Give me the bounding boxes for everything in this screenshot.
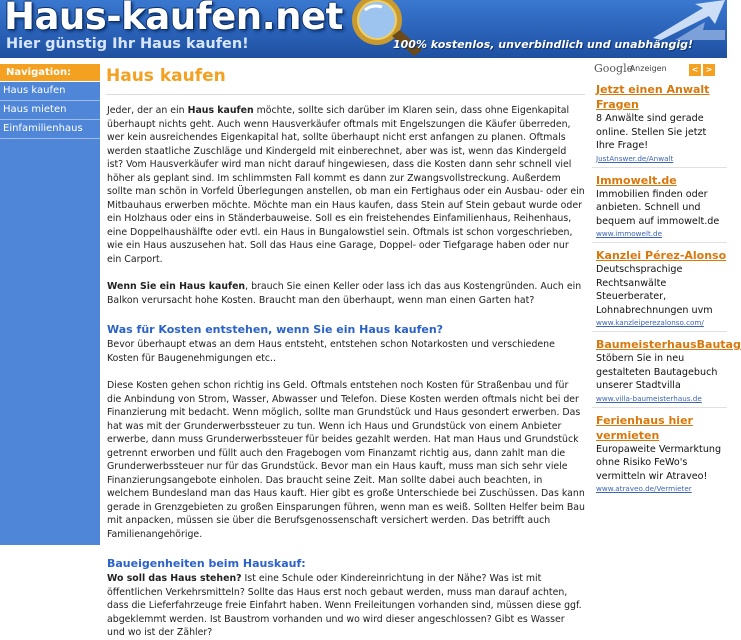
site-subtitle: Hier günstig Ihr Haus kaufen! bbox=[6, 36, 249, 52]
ads-header bbox=[592, 62, 727, 76]
ads-next-button[interactable]: > bbox=[703, 64, 715, 76]
google-logo: Google bbox=[594, 62, 634, 75]
ad-divider bbox=[592, 407, 727, 408]
ad-title[interactable]: Kanzlei Pérez-Alonso bbox=[596, 249, 727, 262]
ad-text: Stöbern Sie in neu gestalteten Bautagebuch unserer Stadtvilla bbox=[596, 353, 718, 391]
ad-text: 8 Anwälte sind gerade online. Stellen Sie jetzt Ihre Frage! bbox=[596, 113, 707, 151]
keller-rest: , brauch Sie einen Keller oder lass ich das aus Kostengründen. Auch ein Balkon verursacht hohe Kosten. Braucht man den überhaupt, wenn man einen Garten hat? bbox=[107, 281, 582, 306]
ad-url[interactable]: www.villa-baumeisterhaus.de bbox=[596, 393, 702, 403]
ad-text: Europaweite Vermarktung ohne Risiko FeWo's vermitteln wir Atraveo! bbox=[596, 443, 722, 482]
main-content bbox=[103, 64, 585, 638]
ad-text: Deutschsprachige Rechtsanwälte Steuerberater, Lohnabrechnungen uvm bbox=[596, 264, 713, 316]
navigation-heading: Navigation: bbox=[0, 64, 100, 82]
ad-title[interactable]: Jetzt einen Anwalt Fragen bbox=[596, 83, 710, 111]
page-title: Haus kaufen bbox=[106, 66, 585, 95]
ads-label: -Anzeigen bbox=[627, 64, 667, 73]
intro-rest: möchte, sollte sich darüber im Klaren sein, dass ohne Eigenkapital überhaupt nichts geht. Auch wenn Hausverkäufer oftmals mit Engelszungen die Käufer überreden, wer kein ausreichendes Eigenkapital hat, sollte überhaupt nicht erst anfangen zu planen. Oftmals werden staatliche Zuschläge und Kindergeld mit einberechnet, aber was ist, wenn das Kindergeld ist? Vom Hausverkäufer wird man nicht darauf hingewiesen, dass die Kosten dann sehr schnell viel höher als geplant sind. Im schlimmsten Fall kommt es dann zur Zwangsvollstreckung. Außerdem sollte man schön in Vorfeld Überlegungen anstellen, ob man ein Fertighaus oder ein Ausbau- oder ein Mitbauhaus erwerben möchte. Möchte man ein Haus kaufen, dass Stein auf Stein gebaut wurde oder ein Holzhaus oder eins in Ständerbauweise. Soll es ein freistehendes Einfamilienhaus, Reihenhaus, eine Doppelhaushälfte oder evtl. ein Haus in Bungalowstiel sein. Oftmals ist schon vorgeschrieben, wie ein Haus auszusehen hat. Soll das Haus eine Garage, Doppel- oder Tiefgarage haben oder nur ein Carport. bbox=[107, 105, 585, 265]
ad-title[interactable]: Immowelt.de bbox=[596, 173, 677, 187]
site-logo[interactable]: Haus-kaufen.net bbox=[4, 0, 343, 38]
nav-link-einfamilienhaus[interactable]: Einfamilienhaus bbox=[0, 120, 100, 139]
ad-text: Immobilien finden oder anbieten. Schnell und bequem auf immowelt.de bbox=[596, 188, 720, 227]
intro-paragraph bbox=[107, 104, 585, 266]
ads-sidebar bbox=[592, 62, 741, 545]
ad-url[interactable]: www.immowelt.de bbox=[596, 229, 663, 238]
intro-lead: Jeder, der an ein bbox=[107, 105, 188, 116]
ads-prev-button[interactable]: < bbox=[689, 64, 701, 76]
ad-divider bbox=[592, 331, 727, 332]
navigation-sidebar bbox=[0, 64, 100, 545]
ad-url[interactable]: JustAnswer.de/Anwalt bbox=[596, 153, 674, 163]
building-heading: Baueigenheiten beim Hauskauf: bbox=[107, 557, 306, 570]
keller-bold: Wenn Sie ein Haus kaufen bbox=[107, 281, 246, 292]
costs-heading: Was für Kosten entstehen, wenn Sie ein Haus kaufen? bbox=[107, 323, 444, 336]
building-rest: Ist eine Schule oder Kindereinrichtung in der Nähe? Was ist mit öffentlichen Verkehrsmitteln? Sollte das Haus erst noch gebaut werden, muss man darauf achten, dass die Lieferfahrzeuge freie Einfahrt haben. Wenn Freileitungen vorhanden sind, müssen diese ggf. abgeklemmt werden. Ist Baustrom vorhanden und wo wird dieser angeschlossen? Gibt es Wasser und wo ist der Zähler? bbox=[107, 573, 582, 638]
ad-title[interactable]: BaumeisterhausBautag bbox=[596, 338, 741, 351]
costs-paragraph: Bevor überhaupt etwas an dem Haus entsteht, entstehen schon Notarkosten und verschiedene Kosten für Baugenehmigungen etc.. bbox=[107, 339, 555, 364]
growth-arrow-icon bbox=[535, 0, 727, 40]
nav-link-haus-kaufen[interactable]: Haus kaufen bbox=[0, 82, 100, 101]
keller-paragraph bbox=[107, 280, 585, 307]
ad-url[interactable]: www.kanzleiperezalonso.com/ bbox=[596, 318, 704, 327]
ad-title[interactable]: Ferienhaus hier vermieten bbox=[596, 413, 693, 442]
building-paragraph bbox=[107, 572, 585, 640]
ad-divider bbox=[592, 167, 727, 168]
intro-bold: Haus kaufen bbox=[187, 105, 254, 116]
site-header bbox=[0, 0, 727, 58]
costs-detail-paragraph: Diese Kosten gehen schon richtig ins Geld. Oftmals entstehen noch Kosten für Straßenbau und für die Anbindung von Strom, Wasser, Abwasser und Telefon. Diese Kosten werden oftmals nicht bei der Finanzierung mit bedacht. Wenn möglich, sollte man Grundstück und Haus gesondert erwerben. Das hat was mit der Grunderwerbssteuer zu tun. Wenn ich Haus und Grundstück von einem Anbieter erwerbe, dann muss Grunderwerbssteuer für beides gezahlt werden. Hat man Haus und Grundstück getrennt erworben und füllt auch den Fragebogen vom Finanzamt richtig aus, dann zahlt man die Grunderwerbssteuer nur für das Grundstück. Bevor man ein Haus kauft, muss man sich sehr viele Finanzierungsangebote einholen. Das braucht seine Zeit. Man sollte dabei auch beachten, in welchem Bundesland man das Haus kauft. Hier gibt es große Unterschiede bei Zuschüssen. Das kann gerade in Grenzgebieten zu großen Einsparungen führen, wenn man es weiß. Sollten Helfer beim Bau mit anpacken, müssen sie über die Berufsgenossenschaft versichert werden. Das betrifft auch Familienangehörige. bbox=[107, 380, 585, 540]
site-slogan: 100% kostenlos, unverbindlich und unabhängig! bbox=[392, 38, 693, 51]
building-bold: Wo soll das Haus stehen? bbox=[107, 573, 242, 584]
nav-link-haus-mieten[interactable]: Haus mieten bbox=[0, 101, 100, 120]
ad-url[interactable]: www.atraveo.de/Vermieter bbox=[596, 484, 692, 493]
ad-divider bbox=[592, 242, 727, 243]
